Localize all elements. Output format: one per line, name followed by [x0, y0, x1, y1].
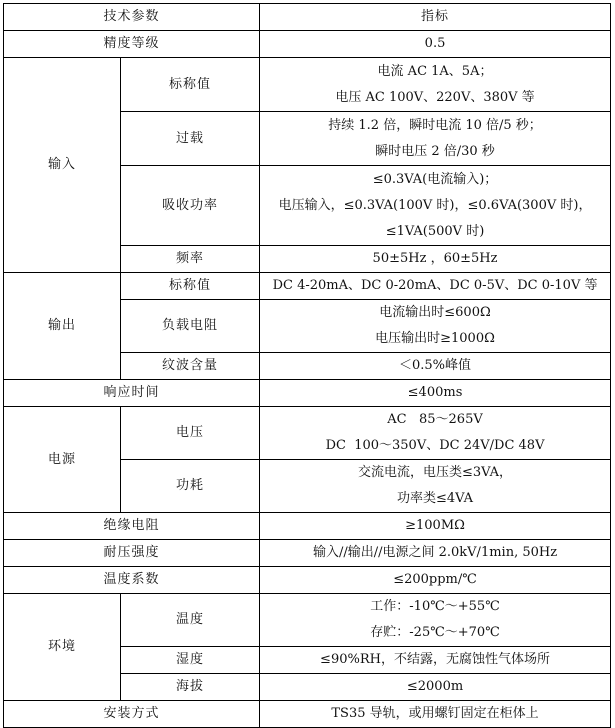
accuracy-value: 0.5	[260, 31, 611, 58]
mounting-label: 安装方式	[4, 701, 260, 728]
header-value: 指标	[260, 4, 611, 31]
output-load-line1: 电流输出时≤600Ω	[379, 305, 491, 320]
output-load-label: 负载电阻	[121, 300, 260, 353]
accuracy-label: 精度等级	[4, 31, 260, 58]
env-temperature-line1: 工作：-10℃～+55℃	[370, 599, 500, 614]
supply-consumption-line1: 交流电流，电压类≤3VA，	[357, 465, 513, 480]
response-value: ≤400ms	[260, 380, 611, 407]
env-temperature-value	[260, 594, 611, 647]
input-overload-line1: 持续 1.2 倍，瞬时电流 10 倍/5 秒；	[328, 117, 542, 133]
input-power-label: 吸收功率	[121, 166, 260, 246]
input-power-line3: ≤1VA(500V 时)	[385, 223, 485, 239]
supply-voltage-line1: AC 85～265V	[387, 412, 483, 427]
mounting-row	[4, 701, 611, 728]
mounting-value: TS35 导轨，或用螺钉固定在柜体上	[260, 701, 611, 728]
accuracy-row	[4, 31, 611, 58]
env-humidity-label: 湿度	[121, 647, 260, 674]
header-row	[4, 4, 611, 31]
temp-coeff-row	[4, 567, 611, 594]
response-row	[4, 380, 611, 407]
output-ripple-label: 纹波含量	[121, 353, 260, 380]
withstand-value: 输入//输出//电源之间 2.0kV/1min, 50Hz	[260, 540, 611, 567]
output-rated-value: DC 4-20mA、DC 0-20mA、DC 0-5V、DC 0-10V 等	[260, 273, 611, 300]
supply-voltage-line2: DC 100～350V、DC 24V/DC 48V	[325, 438, 545, 453]
output-rated-label: 标称值	[121, 273, 260, 300]
supply-voltage-value	[260, 407, 611, 460]
input-power-value	[260, 166, 611, 246]
output-ripple-value: ＜0.5%峰值	[260, 353, 611, 380]
withstand-row	[4, 540, 611, 567]
temp-coeff-value: ≤200ppm/℃	[260, 567, 611, 594]
withstand-label: 耐压强度	[4, 540, 260, 567]
env-temperature-row	[4, 594, 611, 647]
env-altitude-value: ≤2000m	[260, 674, 611, 701]
input-power-line2: 电压输入，≤0.3VA(100V 时)，≤0.6VA(300V 时)，	[278, 197, 592, 213]
insulation-label: 绝缘电阻	[4, 513, 260, 540]
input-frequency-value: 50±5Hz ，60±5Hz	[260, 246, 611, 273]
temp-coeff-label: 温度系数	[4, 567, 260, 594]
input-rated-line2: 电压 AC 100V、220V、380V 等	[335, 89, 535, 105]
input-overload-label: 过载	[121, 112, 260, 166]
env-altitude-label: 海拔	[121, 674, 260, 701]
supply-consumption-line2: 功率类≤4VA	[396, 491, 474, 506]
supply-voltage-label: 电压	[121, 407, 260, 460]
output-load-line2: 电压输出时≥1000Ω	[375, 331, 495, 346]
input-overload-line2: 瞬时电压 2 倍/30 秒	[375, 143, 495, 159]
environment-label: 环境	[4, 594, 121, 701]
input-rated-row	[4, 58, 611, 112]
insulation-row	[4, 513, 611, 540]
response-label: 响应时间	[4, 380, 260, 407]
power-supply-label: 电源	[4, 407, 121, 513]
output-label: 输出	[4, 273, 121, 380]
env-temperature-label: 温度	[121, 594, 260, 647]
env-temperature-line2: 存贮：-25℃～+70℃	[370, 625, 500, 640]
output-rated-row	[4, 273, 611, 300]
header-param: 技术参数	[4, 4, 260, 31]
supply-consumption-value	[260, 460, 611, 513]
input-overload-value	[260, 112, 611, 166]
input-power-line1: ≤0.3VA(电流输入)；	[372, 171, 498, 187]
input-rated-line1: 电流 AC 1A、5A；	[377, 63, 493, 79]
env-humidity-value: ≤90%RH，不结露，无腐蚀性气体场所	[260, 647, 611, 674]
output-load-value	[260, 300, 611, 353]
insulation-value: ≥100MΩ	[260, 513, 611, 540]
input-rated-label: 标称值	[121, 58, 260, 112]
supply-consumption-label: 功耗	[121, 460, 260, 513]
input-label: 输入	[4, 58, 121, 273]
supply-voltage-row	[4, 407, 611, 460]
spec-table	[3, 3, 611, 728]
input-frequency-label: 频率	[121, 246, 260, 273]
input-rated-value	[260, 58, 611, 112]
